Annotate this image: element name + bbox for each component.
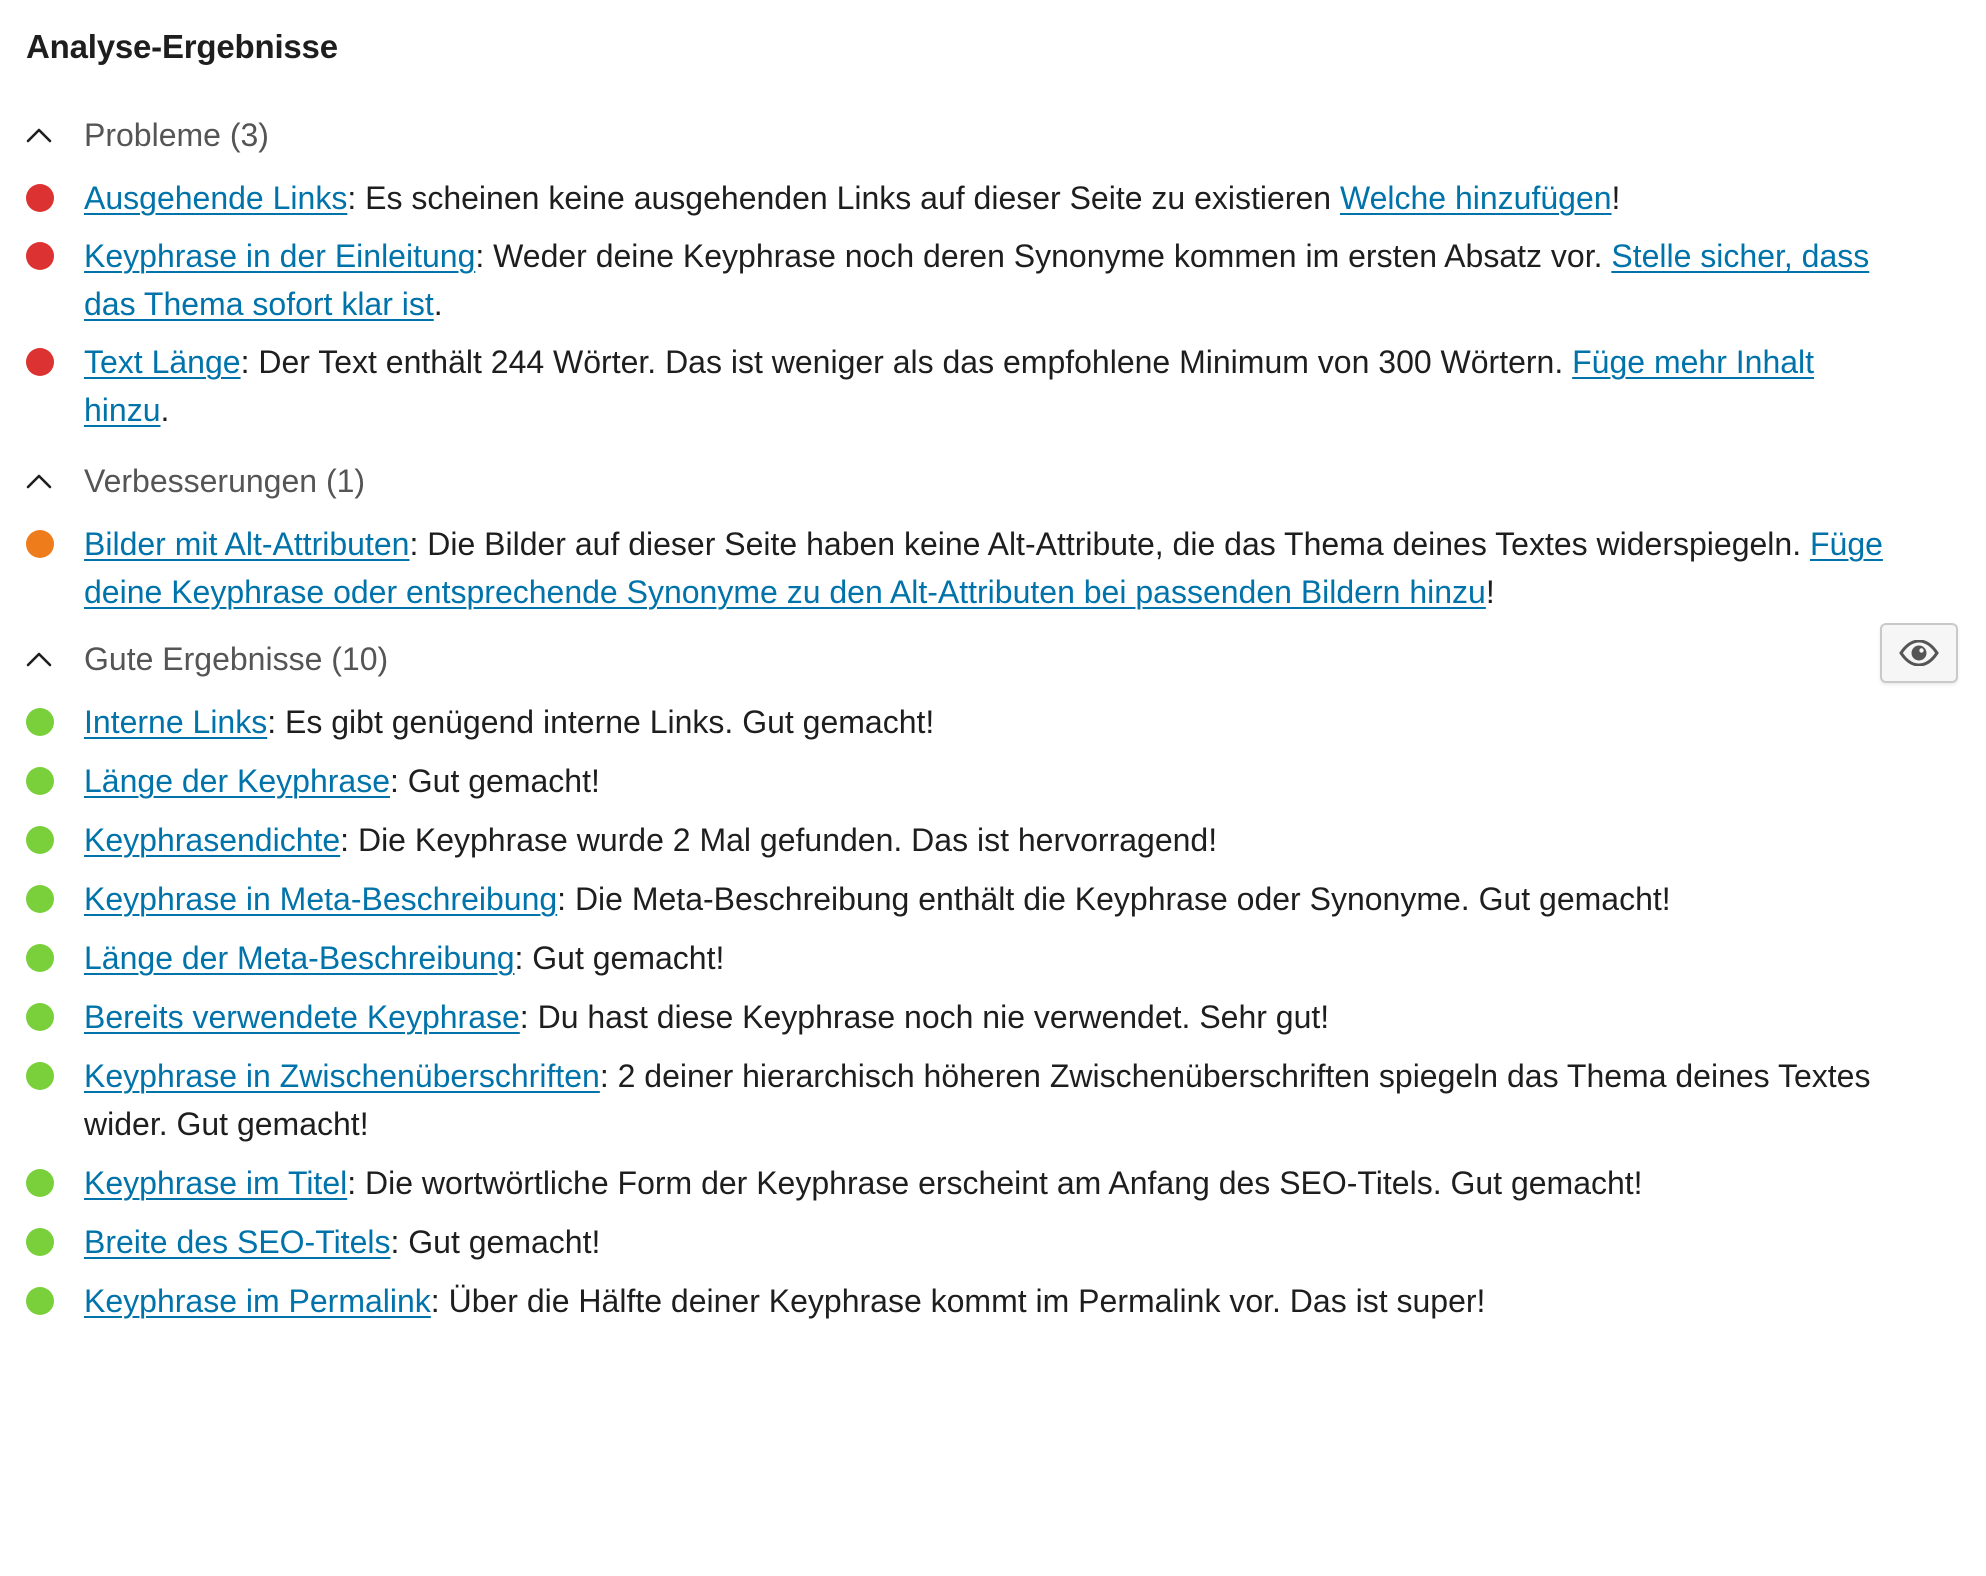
- result-description: : Die wortwörtliche Form der Keyphrase erscheint am Anfang des SEO-Titels. Gut gemacht!: [347, 1165, 1643, 1201]
- result-item: [26, 1277, 1958, 1325]
- results-section-problem: [26, 110, 1958, 434]
- result-description: : Gut gemacht!: [514, 940, 725, 976]
- results-list: [26, 174, 1958, 434]
- result-title-link[interactable]: Bereits verwendete Keyphrase: [84, 999, 520, 1035]
- result-title-link[interactable]: Keyphrase in Zwischenüberschriften: [84, 1058, 600, 1094]
- result-description: : Gut gemacht!: [390, 1224, 601, 1260]
- status-bullet: [26, 520, 84, 568]
- status-dot-icon: [26, 767, 54, 795]
- result-action-link[interactable]: Stelle sicher, dass das Thema sofort klar ist: [84, 238, 1870, 322]
- status-dot-icon: [26, 242, 54, 270]
- status-bullet: [26, 1159, 84, 1207]
- result-description: : Du hast diese Keyphrase noch nie verwendet. Sehr gut!: [519, 999, 1330, 1035]
- result-description: : Es scheinen keine ausgehenden Links auf dieser Seite zu existieren: [347, 180, 1340, 216]
- result-action-link[interactable]: Füge mehr Inhalt hinzu: [84, 344, 1815, 428]
- status-dot-icon: [26, 1169, 54, 1197]
- status-dot-icon: [26, 708, 54, 736]
- result-text: [84, 338, 1904, 434]
- status-dot-icon: [26, 530, 54, 558]
- chevron-up-icon: [26, 634, 84, 684]
- result-title-link[interactable]: Breite des SEO-Titels: [84, 1224, 391, 1260]
- result-action-link[interactable]: Welche hinzufügen: [1339, 180, 1612, 216]
- status-bullet: [26, 816, 84, 864]
- result-description: : Die Meta-Beschreibung enthält die Keyphrase oder Synonyme. Gut gemacht!: [557, 881, 1671, 917]
- result-punctuation: !: [1611, 180, 1621, 216]
- status-dot-icon: [26, 348, 54, 376]
- highlight-toggle-button[interactable]: [1880, 623, 1958, 683]
- result-action-link[interactable]: Füge deine Keyphrase oder entsprechende Synonyme zu den Alt-Attributen bei passenden Bildern hinzu: [84, 526, 1883, 610]
- status-dot-icon: [26, 1228, 54, 1256]
- status-dot-icon: [26, 885, 54, 913]
- section-label: Gute Ergebnisse (10): [84, 641, 389, 677]
- status-bullet: [26, 698, 84, 746]
- result-text: [84, 875, 1671, 923]
- status-dot-icon: [26, 1062, 54, 1090]
- result-item: [26, 816, 1958, 864]
- status-bullet: [26, 338, 84, 386]
- status-bullet: [26, 232, 84, 280]
- section-toggle-good[interactable]: [26, 634, 1958, 684]
- result-item: [26, 757, 1958, 805]
- result-text: [84, 1277, 1485, 1325]
- result-title-link[interactable]: Länge der Meta-Beschreibung: [84, 940, 515, 976]
- result-title-link[interactable]: Text Länge: [84, 344, 241, 380]
- result-text: [84, 1218, 600, 1266]
- result-text: [84, 816, 1217, 864]
- result-text: [84, 1052, 1904, 1148]
- result-item: [26, 520, 1958, 616]
- result-text: [84, 698, 934, 746]
- status-dot-icon: [26, 1287, 54, 1315]
- results-section-improvement: [26, 456, 1958, 616]
- chevron-up-icon: [26, 110, 84, 160]
- section-toggle-improvement[interactable]: [26, 456, 1958, 506]
- result-description: : Die Bilder auf dieser Seite haben keine Alt-Attribute, die das Thema deines Textes widerspiegeln.: [409, 526, 1810, 562]
- result-title-link[interactable]: Keyphrase im Permalink: [84, 1283, 431, 1319]
- result-item: [26, 338, 1958, 434]
- results-list: [26, 698, 1958, 1325]
- result-description: : 2 deiner hierarchisch höheren Zwischenüberschriften spiegeln das Thema deines Textes wider. Gut gemacht!: [84, 1058, 1871, 1142]
- result-description: : Der Text enthält 244 Wörter. Das ist weniger als das empfohlene Minimum von 300 Wörtern.: [240, 344, 1573, 380]
- result-description: : Es gibt genügend interne Links. Gut gemacht!: [267, 704, 935, 740]
- section-toggle-problem[interactable]: [26, 110, 1958, 160]
- result-text: [84, 993, 1329, 1041]
- result-text: [84, 1159, 1643, 1207]
- results-list: [26, 520, 1958, 616]
- result-title-link[interactable]: Ausgehende Links: [84, 180, 348, 216]
- status-bullet: [26, 875, 84, 923]
- result-text: [84, 174, 1620, 222]
- result-item: [26, 232, 1958, 328]
- result-punctuation: .: [160, 392, 170, 428]
- result-description: : Über die Hälfte deiner Keyphrase kommt im Permalink vor. Das ist super!: [430, 1283, 1486, 1319]
- results-container: [26, 110, 1958, 1325]
- result-item: [26, 1218, 1958, 1266]
- result-title-link[interactable]: Keyphrase im Titel: [84, 1165, 348, 1201]
- result-text: [84, 520, 1904, 616]
- result-text: [84, 232, 1904, 328]
- result-description: : Gut gemacht!: [390, 763, 600, 799]
- chevron-up-icon: [26, 456, 84, 506]
- result-title-link[interactable]: Länge der Keyphrase: [84, 763, 390, 799]
- result-text: [84, 934, 724, 982]
- results-section-good: [26, 634, 1958, 1325]
- status-bullet: [26, 1052, 84, 1100]
- result-item: [26, 1159, 1958, 1207]
- result-item: [26, 698, 1958, 746]
- result-title-link[interactable]: Keyphrase in Meta-Beschreibung: [84, 881, 558, 917]
- result-title-link[interactable]: Keyphrase in der Einleitung: [84, 238, 476, 274]
- result-description: : Weder deine Keyphrase noch deren Synonyme kommen im ersten Absatz vor.: [475, 238, 1612, 274]
- status-bullet: [26, 993, 84, 1041]
- status-dot-icon: [26, 1003, 54, 1031]
- result-item: [26, 174, 1958, 222]
- result-item: [26, 934, 1958, 982]
- result-item: [26, 875, 1958, 923]
- status-bullet: [26, 174, 84, 222]
- result-description: : Die Keyphrase wurde 2 Mal gefunden. Das ist hervorragend!: [340, 822, 1218, 858]
- result-punctuation: .: [433, 286, 443, 322]
- result-title-link[interactable]: Bilder mit Alt-Attributen: [84, 526, 410, 562]
- status-dot-icon: [26, 184, 54, 212]
- status-bullet: [26, 1218, 84, 1266]
- result-punctuation: !: [1485, 574, 1495, 610]
- status-bullet: [26, 934, 84, 982]
- status-bullet: [26, 757, 84, 805]
- section-label: Verbesserungen (1): [84, 463, 366, 499]
- result-item: [26, 1052, 1958, 1148]
- section-label: Probleme (3): [84, 117, 269, 153]
- result-text: [84, 757, 600, 805]
- result-item: [26, 993, 1958, 1041]
- status-dot-icon: [26, 944, 54, 972]
- status-bullet: [26, 1277, 84, 1325]
- status-dot-icon: [26, 826, 54, 854]
- page-title: Analyse-Ergebnisse: [26, 28, 338, 65]
- result-title-link[interactable]: Interne Links: [84, 704, 268, 740]
- eye-icon: [1899, 640, 1939, 666]
- result-title-link[interactable]: Keyphrasendichte: [84, 822, 341, 858]
